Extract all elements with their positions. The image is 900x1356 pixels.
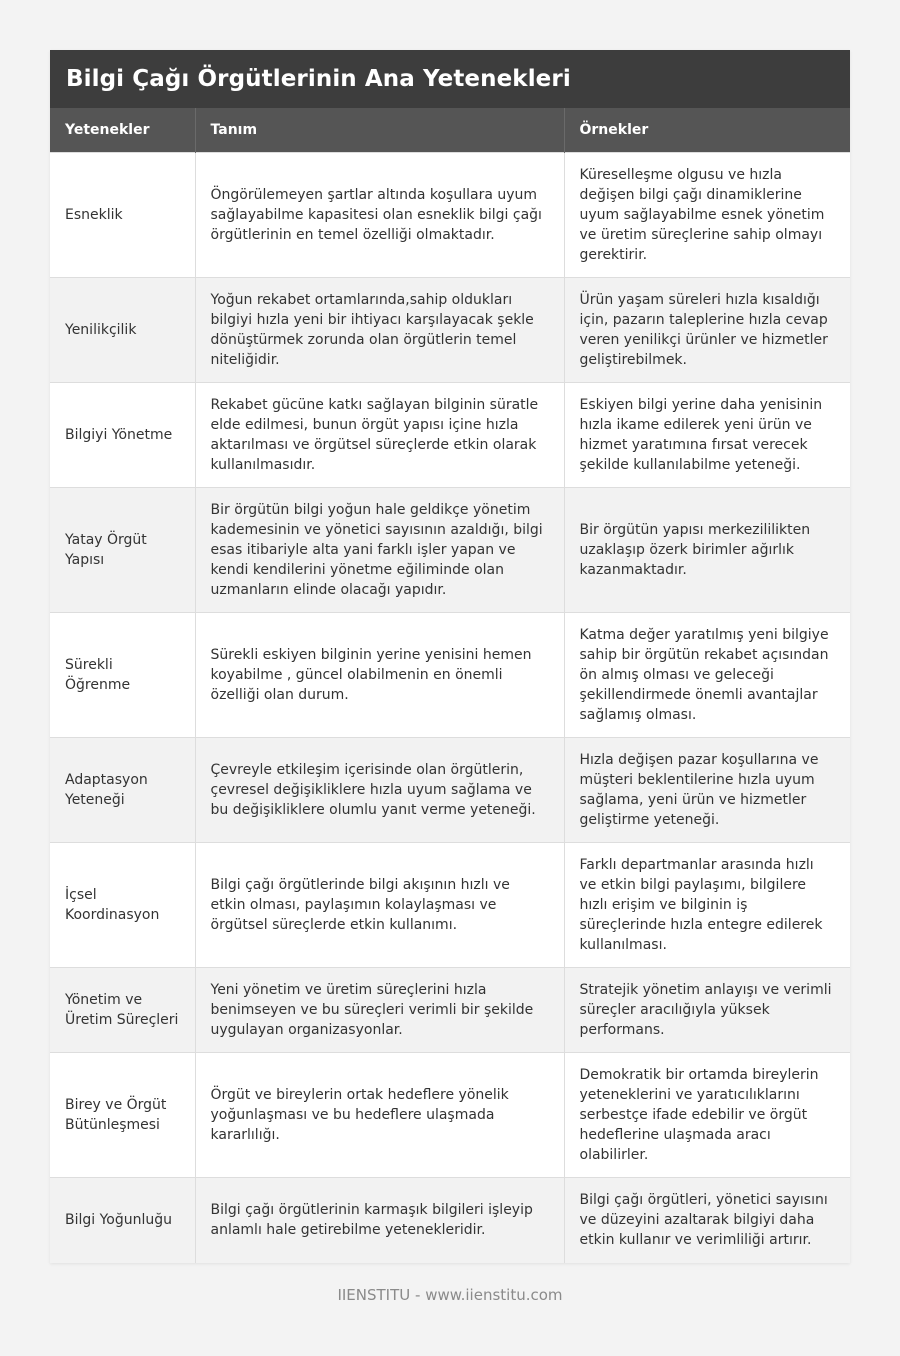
cell-yetenek: Sürekli Öğrenme: [50, 613, 195, 738]
cell-ornek: Bilgi çağı örgütleri, yönetici sayısını ve düzeyini azaltarak bilgiyi daha etkin kullanır ve verimliliği artırır.: [564, 1178, 850, 1263]
table-row: [50, 738, 850, 843]
cell-ornek: Bir örgütün yapısı merkezililikten uzaklaşıp özerk birimler ağırlık kazanmaktadır.: [564, 488, 850, 613]
cell-ornek: Farklı departmanlar arasında hızlı ve etkin bilgi paylaşımı, bilgilere hızlı erişim ve bilginin iş süreçlerinde hızla entegre edilerek kullanılması.: [564, 843, 850, 968]
table-row: [50, 1178, 850, 1263]
cell-tanim: Çevreyle etkileşim içerisinde olan örgütlerin, çevresel değişikliklere hızla uyum sağlama ve bu değişikliklere olumlu yanıt verme yeteneği.: [195, 738, 564, 843]
cell-yetenek: Bilgi Yoğunluğu: [50, 1178, 195, 1263]
cell-ornek: Hızla değişen pazar koşullarına ve müşteri beklentilerine hızla uyum sağlama, yeni ürün ve hizmetler geliştirme yeteneği.: [564, 738, 850, 843]
cell-tanim: Öngörülemeyen şartlar altında koşullara uyum sağlayabilme kapasitesi olan esneklik bilgi çağı örgütlerinin en temel özelliği olmaktadır.: [195, 153, 564, 278]
table-row: [50, 1053, 850, 1178]
cell-ornek: Stratejik yönetim anlayışı ve verimli süreçler aracılığıyla yüksek performans.: [564, 968, 850, 1053]
table-row: [50, 153, 850, 278]
cell-tanim: Bilgi çağı örgütlerinde bilgi akışının hızlı ve etkin olması, paylaşımın kolaylaşması ve örgütsel süreçlerde etkin kullanımı.: [195, 843, 564, 968]
cell-ornek: Katma değer yaratılmış yeni bilgiye sahip bir örgütün rekabet açısından ön almış olması ve geleceği şekillendirmede önemli avantajlar sağlamış olması.: [564, 613, 850, 738]
table-row: [50, 843, 850, 968]
cell-tanim: Yoğun rekabet ortamlarında,sahip oldukları bilgiyi hızla yeni bir ihtiyacı karşılayacak şekle dönüştürmek zorunda olan örgütlerin temel niteliğidir.: [195, 278, 564, 383]
cell-yetenek: Adaptasyon Yeteneği: [50, 738, 195, 843]
column-header-yetenekler: Yetenekler: [50, 108, 195, 153]
cell-ornek: Ürün yaşam süreleri hızla kısaldığı için, pazarın taleplerine hızla cevap veren yenilikçi ürünler ve hizmetler geliştirebilmek.: [564, 278, 850, 383]
table-row: [50, 488, 850, 613]
cell-tanim: Bilgi çağı örgütlerinin karmaşık bilgileri işleyip anlamlı hale getirebilme yetenekleridir.: [195, 1178, 564, 1263]
cell-ornek: Küreselleşme olgusu ve hızla değişen bilgi çağı dinamiklerine uyum sağlayabilme esnek yönetim ve üretim süreçlerine sahip olmayı gerektirir.: [564, 153, 850, 278]
cell-yetenek: Birey ve Örgüt Bütünleşmesi: [50, 1053, 195, 1178]
table-title: Bilgi Çağı Örgütlerinin Ana Yetenekleri: [50, 50, 850, 108]
column-header-tanim: Tanım: [195, 108, 564, 153]
table-row: [50, 968, 850, 1053]
table-row: [50, 383, 850, 488]
cell-tanim: Sürekli eskiyen bilginin yerine yenisini hemen koyabilme , güncel olabilmenin en önemli özelliği olan durum.: [195, 613, 564, 738]
table-header-row: [50, 108, 850, 153]
cell-ornek: Demokratik bir ortamda bireylerin yeteneklerini ve yaratıcılıklarını serbestçe ifade edebilir ve örgüt hedeflerine ulaşmada aracı olabilirler.: [564, 1053, 850, 1178]
capabilities-table: [50, 108, 850, 1263]
cell-tanim: Bir örgütün bilgi yoğun hale geldikçe yönetim kademesinin ve yönetici sayısının azaldığı, bilgi esas itibariyle alta yani farklı işler yapan ve kendi kendilerini yönetme eğiliminde olan uzmanların elinde olacağı yapıdır.: [195, 488, 564, 613]
cell-yetenek: Yatay Örgüt Yapısı: [50, 488, 195, 613]
table-row: [50, 278, 850, 383]
capabilities-card: [50, 50, 850, 1263]
table-row: [50, 613, 850, 738]
cell-yetenek: Yenilikçilik: [50, 278, 195, 383]
cell-ornek: Eskiyen bilgi yerine daha yenisinin hızla ikame edilerek yeni ürün ve hizmet yaratımına fırsat verecek şekilde kullanılabilme yeteneği.: [564, 383, 850, 488]
cell-tanim: Örgüt ve bireylerin ortak hedeflere yönelik yoğunlaşması ve bu hedeflere ulaşmada kararlılığı.: [195, 1053, 564, 1178]
footer-credit: IIENSTITU - www.iienstitu.com: [337, 1286, 563, 1304]
cell-tanim: Yeni yönetim ve üretim süreçlerini hızla benimseyen ve bu süreçleri verimli bir şekilde uygulayan organizasyonlar.: [195, 968, 564, 1053]
cell-yetenek: Esneklik: [50, 153, 195, 278]
column-header-ornekler: Örnekler: [564, 108, 850, 153]
cell-yetenek: Yönetim ve Üretim Süreçleri: [50, 968, 195, 1053]
cell-tanim: Rekabet gücüne katkı sağlayan bilginin süratle elde edilmesi, bunun örgüt yapısı içine hızla aktarılması ve örgütsel süreçlerde etkin olarak kullanılmasıdır.: [195, 383, 564, 488]
cell-yetenek: İçsel Koordinasyon: [50, 843, 195, 968]
cell-yetenek: Bilgiyi Yönetme: [50, 383, 195, 488]
